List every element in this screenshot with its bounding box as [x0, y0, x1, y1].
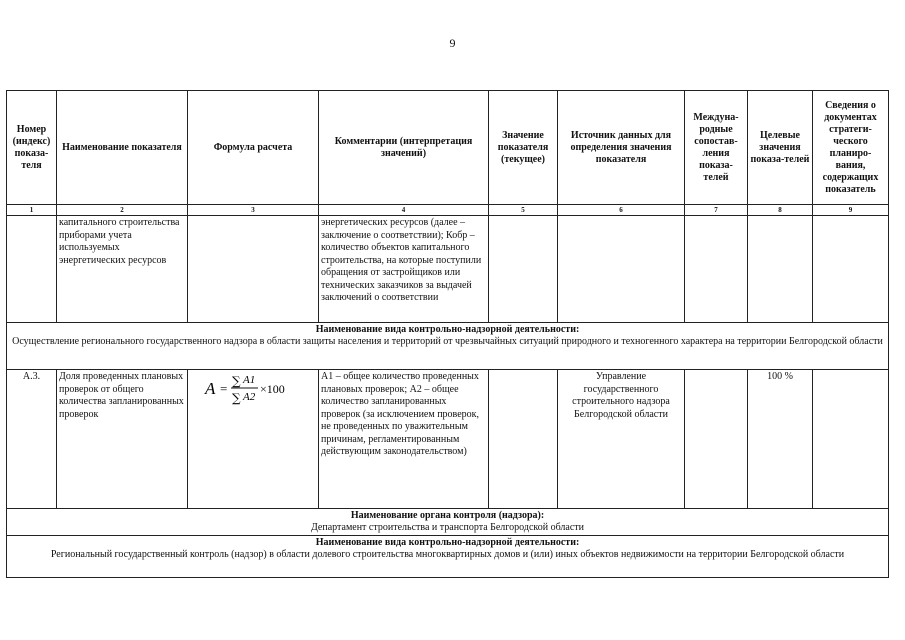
sum-sign-icon: ∑ [232, 391, 241, 405]
formula-expression [201, 371, 305, 405]
formula-denominator: A2 [243, 391, 256, 403]
section-title: Наименование вида контрольно-надзорной деятельности: [315, 324, 580, 335]
indicator-index: А.3. [7, 370, 57, 509]
col-number: 5 [489, 205, 558, 216]
col-number: 3 [188, 205, 319, 216]
continuation-name: капитального строительства приборами учета используемых энергетических ресурсов [57, 216, 188, 323]
indicator-row-a3 [7, 370, 889, 509]
page-number: 9 [449, 36, 456, 50]
header-name: Наименование показателя [57, 91, 188, 205]
header-comments: Комментарии (интерпретация значений) [319, 91, 489, 205]
header-data-source: Источник данных для определения значения показателя [558, 91, 685, 205]
section-title: Наименование органа контроля (надзора): [350, 510, 545, 521]
sum-sign-icon: ∑ [232, 374, 241, 388]
header-index: Номер (индекс) показа-теля [7, 91, 57, 205]
section-row-control-body [7, 509, 889, 536]
formula-lhs: A [205, 379, 216, 398]
indicators-table [6, 90, 889, 578]
header-formula: Формула расчета [188, 91, 319, 205]
col-number: 8 [748, 205, 813, 216]
indicator-name: Доля проведенных плановых проверок от общего количества запланированных проверок [57, 370, 188, 509]
column-number-row [7, 205, 889, 216]
col-number: 6 [558, 205, 685, 216]
header-strategic-docs: Сведения о документах стратеги-ческого планиро-вания, содержащих показатель [813, 91, 889, 205]
section-text: Осуществление регионального государственного надзора в области защиты населения и территорий от чрезвычайных ситуаций природного и техногенного характера на территории Белгородской области [12, 336, 883, 347]
formula-multiplier: ×100 [260, 382, 285, 396]
section-text: Региональный государственный контроль (надзор) в области долевого строительства многоквартирных домов и (или) иных объектов недвижимости на территории Белгородской области [50, 549, 845, 560]
section-row-supervision-type [7, 323, 889, 370]
continuation-row [7, 216, 889, 323]
formula-equals: = [220, 381, 228, 396]
col-number: 9 [813, 205, 889, 216]
header-target-values: Целевые значения показа-телей [748, 91, 813, 205]
indicator-target: 100 % [748, 370, 813, 509]
col-number: 7 [685, 205, 748, 216]
col-number: 1 [7, 205, 57, 216]
section-text: Департамент строительства и транспорта Белгородской области [310, 522, 585, 533]
indicator-comment: А1 – общее количество проведенных плановых проверок; А2 – общее количество запланированных проверок (за исключением проверок, не проведенных по уважительным причинам, регламентированным действующим законодательством) [319, 370, 489, 509]
header-current-value: Значение показателя (текущее) [489, 91, 558, 205]
header-row [7, 91, 889, 205]
indicator-formula [188, 370, 319, 509]
col-number: 4 [319, 205, 489, 216]
continuation-comment: энергетических ресурсов (далее – заключение о соответствии); Кобр – количество объектов капитального строительства, на которые поступили обращения от застройщиков или технических заказчиков за выдачей заключений о соответствии [319, 216, 489, 323]
formula-numerator: A1 [243, 374, 256, 386]
section-row-supervision-type-2 [7, 536, 889, 578]
indicator-source: Управление государственного строительного надзора Белгородской области [558, 370, 685, 509]
col-number: 2 [57, 205, 188, 216]
header-international: Междуна-родные сопостав-ления показа-телей [685, 91, 748, 205]
section-title: Наименование вида контрольно-надзорной деятельности: [315, 537, 580, 548]
